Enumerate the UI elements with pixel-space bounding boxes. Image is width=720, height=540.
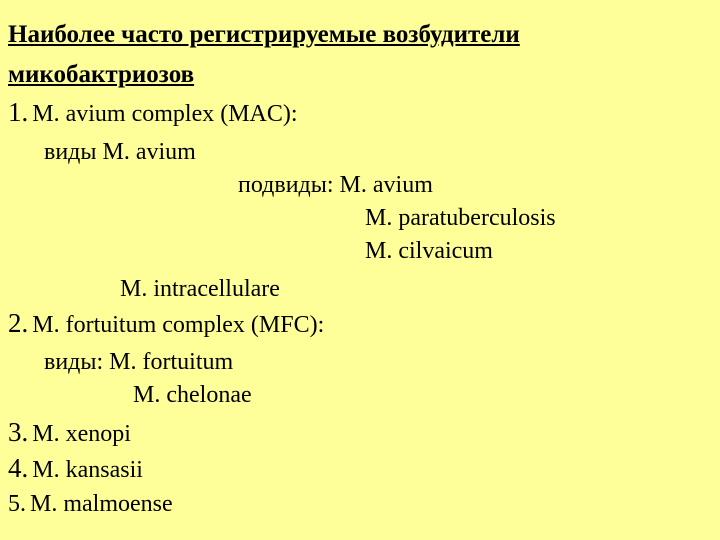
item-number: 2. <box>8 308 29 338</box>
item-number: 1. <box>8 97 29 127</box>
mac-subspecies-2: M. paratuberculosis <box>365 205 556 231</box>
mac-subspecies-label: подвиды: M. avium <box>238 172 433 198</box>
list-item-3 <box>8 419 131 446</box>
title-line-2: микобактриозов <box>8 61 195 88</box>
list-item-4 <box>8 455 143 482</box>
item-text: M. avium complex (MAC): <box>32 101 298 127</box>
item-number: 5. <box>8 491 26 517</box>
mfc-species-label: виды: M. fortuitum <box>44 349 234 375</box>
item-number: 3. <box>8 417 29 447</box>
mfc-species-2: M. chelonae <box>133 382 252 408</box>
item-text: M. xenopi <box>32 421 131 447</box>
list-item-1 <box>8 99 298 126</box>
item-text: M. kansasii <box>32 457 143 483</box>
title-line-1: Наиболее часто регистрируемые возбудители <box>8 21 520 48</box>
mac-subspecies-3: M. cilvaicum <box>365 238 493 264</box>
mac-species-label: виды M. avium <box>44 139 196 165</box>
item-text: M. malmoense <box>30 491 173 517</box>
item-text: M. fortuitum complex (MFC): <box>32 312 325 338</box>
mac-species-2: M. intracellulare <box>120 276 280 302</box>
list-item-5 <box>8 492 173 516</box>
list-item-2 <box>8 310 324 337</box>
item-number: 4. <box>8 453 29 483</box>
